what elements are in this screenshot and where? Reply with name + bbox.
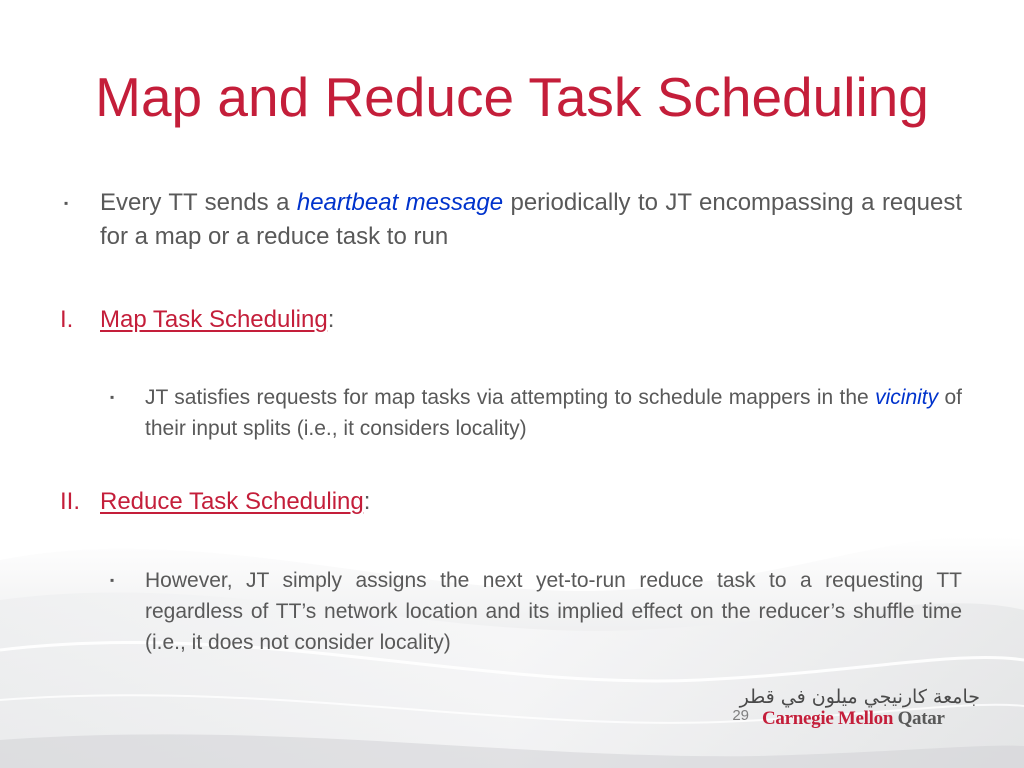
section-heading-map: [100, 303, 600, 337]
square-bullet-icon: ▪: [110, 573, 115, 587]
sub-bullet-map: [145, 382, 962, 444]
bullet-heartbeat: [100, 186, 962, 254]
bullet-text-end: periodically to JT encompassing a request for a map or a reduce task to run: [100, 189, 962, 250]
heading-colon: :: [363, 488, 371, 515]
sub-bullet-text-end: of their input splits (i.e., it considers locality): [145, 386, 962, 440]
slide-title: Map and Reduce Task Scheduling: [95, 66, 929, 128]
vicinity-emphasis: vicinity: [875, 386, 939, 409]
reduce-task-scheduling-link[interactable]: Reduce Task Scheduling: [100, 488, 364, 515]
bullet-text-start: Every TT sends a: [100, 189, 297, 216]
square-bullet-icon: ▪: [110, 390, 115, 404]
sub-bullet-text-start: JT satisfies requests for map tasks via attempting to schedule mappers in the: [145, 386, 876, 409]
logo-cmu: Carnegie Mellon: [762, 708, 894, 729]
square-bullet-icon: ▪: [64, 196, 69, 210]
heartbeat-message-emphasis: heartbeat message: [296, 189, 504, 216]
map-task-scheduling-link[interactable]: Map Task Scheduling: [100, 306, 328, 333]
section-numeral-2: II.: [60, 488, 81, 515]
sub-bullet-reduce: However, JT simply assigns the next yet-to-run reduce task to a requesting TT regardless of TT’s network location and its implied effect on the reducer’s shuffle time (i.e., it does not consider locality): [145, 569, 962, 654]
logo-qatar: Qatar: [897, 708, 945, 729]
section-numeral-1: I.: [60, 306, 74, 333]
heading-colon: :: [327, 306, 335, 333]
page-number: 29: [732, 707, 749, 724]
logo-latin-text: [762, 708, 988, 730]
logo-arabic-text: جامعة كارنيجي ميلون في قطر: [739, 686, 980, 708]
section-heading-reduce: [100, 485, 600, 519]
